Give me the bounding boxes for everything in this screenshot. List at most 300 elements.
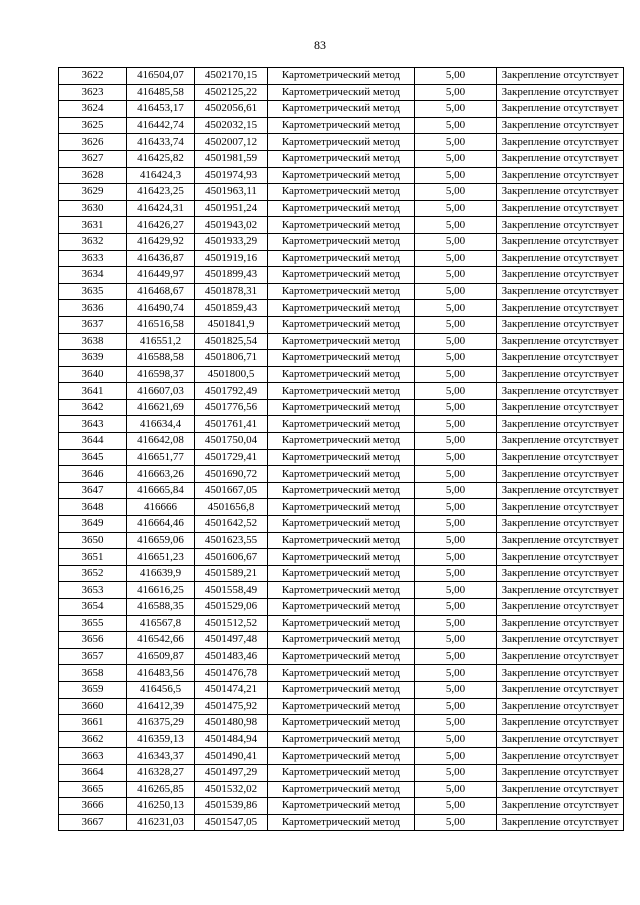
method-cell: Картометрический метод <box>268 399 415 416</box>
point-number-cell: 3651 <box>59 549 127 566</box>
method-cell: Картометрический метод <box>268 615 415 632</box>
point-number-cell: 3665 <box>59 781 127 798</box>
fixing-description-cell: Закрепление отсутствует <box>497 350 624 367</box>
fixing-description-cell: Закрепление отсутствует <box>497 366 624 383</box>
y-coordinate-cell: 4501761,41 <box>195 416 268 433</box>
y-coordinate-cell: 4501951,24 <box>195 200 268 217</box>
x-coordinate-cell: 416231,03 <box>127 814 195 831</box>
fixing-description-cell: Закрепление отсутствует <box>497 565 624 582</box>
point-number-cell: 3666 <box>59 798 127 815</box>
y-coordinate-cell: 4502056,61 <box>195 101 268 118</box>
accuracy-cell: 5,00 <box>415 250 497 267</box>
x-coordinate-cell: 416425,82 <box>127 150 195 167</box>
table-row <box>59 698 624 715</box>
method-cell: Картометрический метод <box>268 665 415 682</box>
point-number-cell: 3652 <box>59 565 127 582</box>
method-cell: Картометрический метод <box>268 681 415 698</box>
fixing-description-cell: Закрепление отсутствует <box>497 482 624 499</box>
accuracy-cell: 5,00 <box>415 167 497 184</box>
x-coordinate-cell: 416456,5 <box>127 681 195 698</box>
table-row <box>59 84 624 101</box>
fixing-description-cell: Закрепление отсутствует <box>497 233 624 250</box>
table-row <box>59 68 624 85</box>
point-number-cell: 3630 <box>59 200 127 217</box>
fixing-description-cell: Закрепление отсутствует <box>497 582 624 599</box>
point-number-cell: 3662 <box>59 731 127 748</box>
point-number-cell: 3661 <box>59 715 127 732</box>
fixing-description-cell: Закрепление отсутствует <box>497 283 624 300</box>
table-row <box>59 250 624 267</box>
x-coordinate-cell: 416509,87 <box>127 648 195 665</box>
table-row <box>59 615 624 632</box>
accuracy-cell: 5,00 <box>415 516 497 533</box>
x-coordinate-cell: 416504,07 <box>127 68 195 85</box>
x-coordinate-cell: 416442,74 <box>127 117 195 134</box>
x-coordinate-cell: 416343,37 <box>127 748 195 765</box>
accuracy-cell: 5,00 <box>415 84 497 101</box>
method-cell: Картометрический метод <box>268 68 415 85</box>
accuracy-cell: 5,00 <box>415 200 497 217</box>
accuracy-cell: 5,00 <box>415 698 497 715</box>
accuracy-cell: 5,00 <box>415 532 497 549</box>
accuracy-cell: 5,00 <box>415 748 497 765</box>
method-cell: Картометрический метод <box>268 150 415 167</box>
x-coordinate-cell: 416567,8 <box>127 615 195 632</box>
point-number-cell: 3641 <box>59 383 127 400</box>
table-row <box>59 582 624 599</box>
accuracy-cell: 5,00 <box>415 781 497 798</box>
y-coordinate-cell: 4501484,94 <box>195 731 268 748</box>
x-coordinate-cell: 416328,27 <box>127 764 195 781</box>
fixing-description-cell: Закрепление отсутствует <box>497 681 624 698</box>
x-coordinate-cell: 416664,46 <box>127 516 195 533</box>
accuracy-cell: 5,00 <box>415 117 497 134</box>
y-coordinate-cell: 4501750,04 <box>195 433 268 450</box>
accuracy-cell: 5,00 <box>415 798 497 815</box>
accuracy-cell: 5,00 <box>415 150 497 167</box>
point-number-cell: 3663 <box>59 748 127 765</box>
accuracy-cell: 5,00 <box>415 366 497 383</box>
accuracy-cell: 5,00 <box>415 549 497 566</box>
accuracy-cell: 5,00 <box>415 681 497 698</box>
point-number-cell: 3624 <box>59 101 127 118</box>
y-coordinate-cell: 4501606,67 <box>195 549 268 566</box>
method-cell: Картометрический метод <box>268 748 415 765</box>
y-coordinate-cell: 4501529,06 <box>195 599 268 616</box>
fixing-description-cell: Закрепление отсутствует <box>497 101 624 118</box>
table-row <box>59 101 624 118</box>
method-cell: Картометрический метод <box>268 648 415 665</box>
x-coordinate-cell: 416265,85 <box>127 781 195 798</box>
y-coordinate-cell: 4501933,29 <box>195 233 268 250</box>
method-cell: Картометрический метод <box>268 482 415 499</box>
table-row <box>59 632 624 649</box>
fixing-description-cell: Закрепление отсутствует <box>497 117 624 134</box>
fixing-description-cell: Закрепление отсутствует <box>497 416 624 433</box>
point-number-cell: 3658 <box>59 665 127 682</box>
x-coordinate-cell: 416651,77 <box>127 449 195 466</box>
x-coordinate-cell: 416542,66 <box>127 632 195 649</box>
fixing-description-cell: Закрепление отсутствует <box>497 200 624 217</box>
y-coordinate-cell: 4501490,41 <box>195 748 268 765</box>
y-coordinate-cell: 4501547,05 <box>195 814 268 831</box>
x-coordinate-cell: 416642,08 <box>127 433 195 450</box>
fixing-description-cell: Закрепление отсутствует <box>497 549 624 566</box>
y-coordinate-cell: 4501474,21 <box>195 681 268 698</box>
y-coordinate-cell: 4501729,41 <box>195 449 268 466</box>
method-cell: Картометрический метод <box>268 416 415 433</box>
point-number-cell: 3627 <box>59 150 127 167</box>
table-row <box>59 764 624 781</box>
accuracy-cell: 5,00 <box>415 350 497 367</box>
fixing-description-cell: Закрепление отсутствует <box>497 150 624 167</box>
fixing-description-cell: Закрепление отсутствует <box>497 399 624 416</box>
accuracy-cell: 5,00 <box>415 233 497 250</box>
table-row <box>59 399 624 416</box>
point-number-cell: 3656 <box>59 632 127 649</box>
x-coordinate-cell: 416412,39 <box>127 698 195 715</box>
accuracy-cell: 5,00 <box>415 466 497 483</box>
accuracy-cell: 5,00 <box>415 300 497 317</box>
method-cell: Картометрический метод <box>268 233 415 250</box>
accuracy-cell: 5,00 <box>415 433 497 450</box>
y-coordinate-cell: 4501480,98 <box>195 715 268 732</box>
x-coordinate-cell: 416634,4 <box>127 416 195 433</box>
accuracy-cell: 5,00 <box>415 665 497 682</box>
x-coordinate-cell: 416375,29 <box>127 715 195 732</box>
table-row <box>59 466 624 483</box>
method-cell: Картометрический метод <box>268 698 415 715</box>
x-coordinate-cell: 416449,97 <box>127 267 195 284</box>
fixing-description-cell: Закрепление отсутствует <box>497 632 624 649</box>
method-cell: Картометрический метод <box>268 84 415 101</box>
x-coordinate-cell: 416359,13 <box>127 731 195 748</box>
method-cell: Картометрический метод <box>268 549 415 566</box>
x-coordinate-cell: 416453,17 <box>127 101 195 118</box>
x-coordinate-cell: 416490,74 <box>127 300 195 317</box>
x-coordinate-cell: 416250,13 <box>127 798 195 815</box>
table-row <box>59 366 624 383</box>
accuracy-cell: 5,00 <box>415 648 497 665</box>
accuracy-cell: 5,00 <box>415 134 497 151</box>
point-number-cell: 3648 <box>59 499 127 516</box>
method-cell: Картометрический метод <box>268 715 415 732</box>
point-number-cell: 3657 <box>59 648 127 665</box>
accuracy-cell: 5,00 <box>415 632 497 649</box>
y-coordinate-cell: 4501825,54 <box>195 333 268 350</box>
method-cell: Картометрический метод <box>268 764 415 781</box>
method-cell: Картометрический метод <box>268 449 415 466</box>
method-cell: Картометрический метод <box>268 599 415 616</box>
accuracy-cell: 5,00 <box>415 565 497 582</box>
point-number-cell: 3631 <box>59 217 127 234</box>
fixing-description-cell: Закрепление отсутствует <box>497 781 624 798</box>
method-cell: Картометрический метод <box>268 134 415 151</box>
accuracy-cell: 5,00 <box>415 731 497 748</box>
x-coordinate-cell: 416588,58 <box>127 350 195 367</box>
table-row <box>59 433 624 450</box>
method-cell: Картометрический метод <box>268 781 415 798</box>
fixing-description-cell: Закрепление отсутствует <box>497 184 624 201</box>
coordinates-table-body <box>59 68 624 831</box>
accuracy-cell: 5,00 <box>415 68 497 85</box>
coordinates-table <box>58 67 624 831</box>
y-coordinate-cell: 4501497,29 <box>195 764 268 781</box>
x-coordinate-cell: 416551,2 <box>127 333 195 350</box>
point-number-cell: 3636 <box>59 300 127 317</box>
accuracy-cell: 5,00 <box>415 217 497 234</box>
accuracy-cell: 5,00 <box>415 101 497 118</box>
x-coordinate-cell: 416663,26 <box>127 466 195 483</box>
point-number-cell: 3655 <box>59 615 127 632</box>
y-coordinate-cell: 4501963,11 <box>195 184 268 201</box>
table-row <box>59 416 624 433</box>
y-coordinate-cell: 4501792,49 <box>195 383 268 400</box>
table-row <box>59 648 624 665</box>
fixing-description-cell: Закрепление отсутствует <box>497 267 624 284</box>
table-row <box>59 565 624 582</box>
point-number-cell: 3638 <box>59 333 127 350</box>
y-coordinate-cell: 4501656,8 <box>195 499 268 516</box>
method-cell: Картометрический метод <box>268 499 415 516</box>
fixing-description-cell: Закрепление отсутствует <box>497 748 624 765</box>
y-coordinate-cell: 4501806,71 <box>195 350 268 367</box>
y-coordinate-cell: 4501776,56 <box>195 399 268 416</box>
page-number: 83 <box>314 38 326 52</box>
y-coordinate-cell: 4502007,12 <box>195 134 268 151</box>
method-cell: Картометрический метод <box>268 350 415 367</box>
x-coordinate-cell: 416485,58 <box>127 84 195 101</box>
y-coordinate-cell: 4501667,05 <box>195 482 268 499</box>
y-coordinate-cell: 4501974,93 <box>195 167 268 184</box>
table-row <box>59 134 624 151</box>
method-cell: Картометрический метод <box>268 731 415 748</box>
table-row <box>59 814 624 831</box>
method-cell: Картометрический метод <box>268 200 415 217</box>
y-coordinate-cell: 4501558,49 <box>195 582 268 599</box>
accuracy-cell: 5,00 <box>415 316 497 333</box>
y-coordinate-cell: 4502032,15 <box>195 117 268 134</box>
fixing-description-cell: Закрепление отсутствует <box>497 764 624 781</box>
method-cell: Картометрический метод <box>268 582 415 599</box>
table-row <box>59 781 624 798</box>
method-cell: Картометрический метод <box>268 366 415 383</box>
point-number-cell: 3640 <box>59 366 127 383</box>
x-coordinate-cell: 416659,06 <box>127 532 195 549</box>
table-row <box>59 200 624 217</box>
y-coordinate-cell: 4501475,92 <box>195 698 268 715</box>
point-number-cell: 3633 <box>59 250 127 267</box>
fixing-description-cell: Закрепление отсутствует <box>497 217 624 234</box>
table-row <box>59 748 624 765</box>
method-cell: Картометрический метод <box>268 814 415 831</box>
fixing-description-cell: Закрепление отсутствует <box>497 665 624 682</box>
accuracy-cell: 5,00 <box>415 283 497 300</box>
point-number-cell: 3664 <box>59 764 127 781</box>
table-row <box>59 117 624 134</box>
point-number-cell: 3660 <box>59 698 127 715</box>
method-cell: Картометрический метод <box>268 516 415 533</box>
fixing-description-cell: Закрепление отсутствует <box>497 814 624 831</box>
point-number-cell: 3645 <box>59 449 127 466</box>
method-cell: Картометрический метод <box>268 532 415 549</box>
point-number-cell: 3625 <box>59 117 127 134</box>
x-coordinate-cell: 416426,27 <box>127 217 195 234</box>
point-number-cell: 3649 <box>59 516 127 533</box>
table-row <box>59 217 624 234</box>
point-number-cell: 3629 <box>59 184 127 201</box>
point-number-cell: 3650 <box>59 532 127 549</box>
x-coordinate-cell: 416588,35 <box>127 599 195 616</box>
y-coordinate-cell: 4501532,02 <box>195 781 268 798</box>
fixing-description-cell: Закрепление отсутствует <box>497 499 624 516</box>
point-number-cell: 3646 <box>59 466 127 483</box>
table-row <box>59 681 624 698</box>
method-cell: Картометрический метод <box>268 300 415 317</box>
y-coordinate-cell: 4501690,72 <box>195 466 268 483</box>
point-number-cell: 3654 <box>59 599 127 616</box>
method-cell: Картометрический метод <box>268 167 415 184</box>
point-number-cell: 3626 <box>59 134 127 151</box>
fixing-description-cell: Закрепление отсутствует <box>497 599 624 616</box>
table-row <box>59 549 624 566</box>
table-row <box>59 798 624 815</box>
x-coordinate-cell: 416621,69 <box>127 399 195 416</box>
x-coordinate-cell: 416468,67 <box>127 283 195 300</box>
y-coordinate-cell: 4501919,16 <box>195 250 268 267</box>
method-cell: Картометрический метод <box>268 117 415 134</box>
accuracy-cell: 5,00 <box>415 764 497 781</box>
point-number-cell: 3632 <box>59 233 127 250</box>
accuracy-cell: 5,00 <box>415 482 497 499</box>
y-coordinate-cell: 4501981,59 <box>195 150 268 167</box>
y-coordinate-cell: 4501841,9 <box>195 316 268 333</box>
accuracy-cell: 5,00 <box>415 416 497 433</box>
table-row <box>59 731 624 748</box>
point-number-cell: 3667 <box>59 814 127 831</box>
fixing-description-cell: Закрепление отсутствует <box>497 167 624 184</box>
x-coordinate-cell: 416516,58 <box>127 316 195 333</box>
table-row <box>59 516 624 533</box>
method-cell: Картометрический метод <box>268 283 415 300</box>
table-row <box>59 267 624 284</box>
accuracy-cell: 5,00 <box>415 267 497 284</box>
x-coordinate-cell: 416424,31 <box>127 200 195 217</box>
accuracy-cell: 5,00 <box>415 399 497 416</box>
y-coordinate-cell: 4501623,55 <box>195 532 268 549</box>
point-number-cell: 3643 <box>59 416 127 433</box>
fixing-description-cell: Закрепление отсутствует <box>497 300 624 317</box>
x-coordinate-cell: 416651,23 <box>127 549 195 566</box>
point-number-cell: 3622 <box>59 68 127 85</box>
y-coordinate-cell: 4501497,48 <box>195 632 268 649</box>
x-coordinate-cell: 416665,84 <box>127 482 195 499</box>
accuracy-cell: 5,00 <box>415 449 497 466</box>
point-number-cell: 3642 <box>59 399 127 416</box>
method-cell: Картометрический метод <box>268 383 415 400</box>
table-row <box>59 184 624 201</box>
fixing-description-cell: Закрепление отсутствует <box>497 84 624 101</box>
fixing-description-cell: Закрепление отсутствует <box>497 333 624 350</box>
point-number-cell: 3635 <box>59 283 127 300</box>
method-cell: Картометрический метод <box>268 565 415 582</box>
fixing-description-cell: Закрепление отсутствует <box>497 250 624 267</box>
fixing-description-cell: Закрепление отсутствует <box>497 134 624 151</box>
x-coordinate-cell: 416607,03 <box>127 383 195 400</box>
method-cell: Картометрический метод <box>268 250 415 267</box>
y-coordinate-cell: 4501899,43 <box>195 267 268 284</box>
x-coordinate-cell: 416424,3 <box>127 167 195 184</box>
y-coordinate-cell: 4502170,15 <box>195 68 268 85</box>
point-number-cell: 3647 <box>59 482 127 499</box>
table-row <box>59 350 624 367</box>
method-cell: Картометрический метод <box>268 466 415 483</box>
fixing-description-cell: Закрепление отсутствует <box>497 383 624 400</box>
accuracy-cell: 5,00 <box>415 715 497 732</box>
x-coordinate-cell: 416423,25 <box>127 184 195 201</box>
y-coordinate-cell: 4501512,52 <box>195 615 268 632</box>
x-coordinate-cell: 416639,9 <box>127 565 195 582</box>
fixing-description-cell: Закрепление отсутствует <box>497 532 624 549</box>
method-cell: Картометрический метод <box>268 217 415 234</box>
accuracy-cell: 5,00 <box>415 814 497 831</box>
point-number-cell: 3634 <box>59 267 127 284</box>
table-row <box>59 532 624 549</box>
point-number-cell: 3659 <box>59 681 127 698</box>
table-row <box>59 233 624 250</box>
fixing-description-cell: Закрепление отсутствует <box>497 449 624 466</box>
fixing-description-cell: Закрепление отсутствует <box>497 698 624 715</box>
fixing-description-cell: Закрепление отсутствует <box>497 316 624 333</box>
y-coordinate-cell: 4501539,86 <box>195 798 268 815</box>
point-number-cell: 3637 <box>59 316 127 333</box>
y-coordinate-cell: 4501859,43 <box>195 300 268 317</box>
y-coordinate-cell: 4501483,46 <box>195 648 268 665</box>
accuracy-cell: 5,00 <box>415 615 497 632</box>
table-row <box>59 482 624 499</box>
point-number-cell: 3623 <box>59 84 127 101</box>
fixing-description-cell: Закрепление отсутствует <box>497 648 624 665</box>
fixing-description-cell: Закрепление отсутствует <box>497 433 624 450</box>
method-cell: Картометрический метод <box>268 798 415 815</box>
point-number-cell: 3628 <box>59 167 127 184</box>
x-coordinate-cell: 416436,87 <box>127 250 195 267</box>
table-row <box>59 333 624 350</box>
y-coordinate-cell: 4501589,21 <box>195 565 268 582</box>
accuracy-cell: 5,00 <box>415 383 497 400</box>
fixing-description-cell: Закрепление отсутствует <box>497 68 624 85</box>
x-coordinate-cell: 416483,56 <box>127 665 195 682</box>
method-cell: Картометрический метод <box>268 333 415 350</box>
y-coordinate-cell: 4501476,78 <box>195 665 268 682</box>
accuracy-cell: 5,00 <box>415 499 497 516</box>
accuracy-cell: 5,00 <box>415 599 497 616</box>
accuracy-cell: 5,00 <box>415 184 497 201</box>
point-number-cell: 3639 <box>59 350 127 367</box>
table-row <box>59 599 624 616</box>
table-row <box>59 167 624 184</box>
method-cell: Картометрический метод <box>268 101 415 118</box>
table-row <box>59 715 624 732</box>
y-coordinate-cell: 4501642,52 <box>195 516 268 533</box>
method-cell: Картометрический метод <box>268 184 415 201</box>
method-cell: Картометрический метод <box>268 316 415 333</box>
y-coordinate-cell: 4501943,02 <box>195 217 268 234</box>
x-coordinate-cell: 416433,74 <box>127 134 195 151</box>
fixing-description-cell: Закрепление отсутствует <box>497 798 624 815</box>
table-row <box>59 449 624 466</box>
x-coordinate-cell: 416598,37 <box>127 366 195 383</box>
